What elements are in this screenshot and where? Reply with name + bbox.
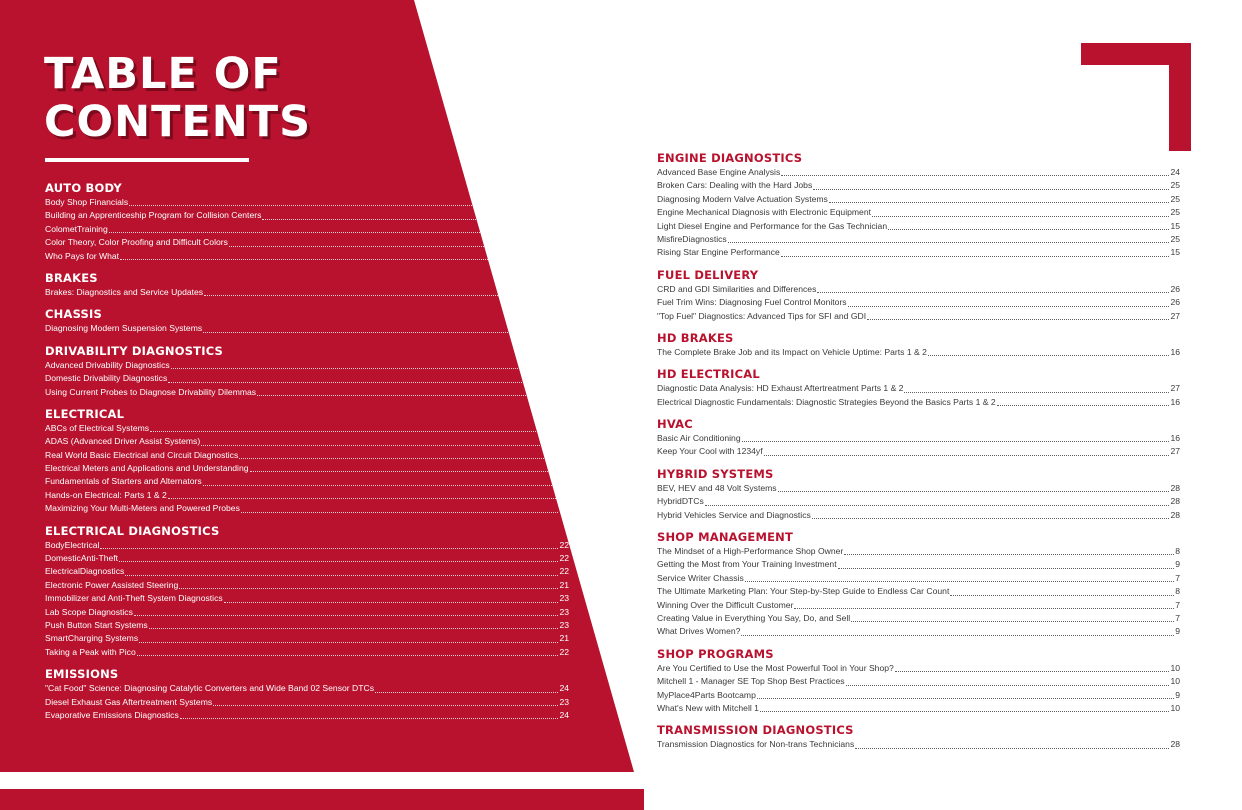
entry-title: "Top Fuel" Diagnostics: Advanced Tips for SFI and GDI: [657, 310, 867, 321]
entry-title: CRD and GDI Similarities and Differences: [657, 283, 817, 294]
entry-title: Evaporative Emissions Diagnostics: [45, 709, 179, 720]
section-heading: HD BRAKES: [657, 330, 734, 345]
entry-page-number: 25: [1170, 193, 1180, 204]
entry-page-number: 22: [559, 553, 569, 564]
dot-leader: [760, 711, 1170, 712]
dot-leader: [888, 229, 1169, 230]
entry-page-number: 26: [1170, 297, 1180, 308]
title-line-1: TABLE OF: [44, 49, 282, 99]
toc-section: [45, 667, 569, 722]
entry-page-number: 28: [1170, 509, 1180, 520]
entry-page-number: 10: [1170, 662, 1180, 673]
toc-entry: [657, 220, 1180, 233]
entry-title: ABCs of Electrical Systems: [45, 422, 150, 433]
entry-page-number: 26: [1170, 283, 1180, 294]
entry-title: Color Theory, Color Proofing and Difficult Colors: [45, 237, 228, 248]
toc-entry: [45, 386, 569, 399]
entry-page-number: 13: [559, 286, 569, 297]
entry-title: DomesticAnti-Theft: [45, 553, 119, 564]
dot-leader: [745, 581, 1174, 582]
toc-entry: [45, 552, 569, 565]
toc-entry: [657, 675, 1180, 688]
toc-entry: [657, 689, 1180, 702]
toc-entry: [657, 482, 1180, 495]
dot-leader: [895, 671, 1170, 672]
toc-section: [657, 367, 1180, 409]
right-column: [657, 151, 1180, 760]
entry-page-number: 10: [1170, 702, 1180, 713]
toc-section: [45, 181, 569, 263]
entry-title: SmartCharging Systems: [45, 633, 139, 644]
title-underline: [45, 158, 249, 162]
dot-leader: [179, 588, 558, 589]
entry-page-number: 8: [1175, 546, 1180, 557]
toc-entry: [45, 565, 569, 578]
entry-title: Diagnosing Modern Suspension Systems: [45, 323, 203, 334]
toc-entry: [657, 166, 1180, 179]
entry-page-number: 7: [1175, 599, 1180, 610]
entry-title: Fuel Trim Wins: Diagnosing Fuel Control Monitors: [657, 297, 847, 308]
entry-page-number: 7: [1175, 572, 1180, 583]
entry-page-number: 16: [1170, 433, 1180, 444]
toc-section: [657, 530, 1180, 639]
toc-section: [657, 467, 1180, 522]
toc-entry: [45, 359, 569, 372]
toc-entry: [45, 696, 569, 709]
entry-page-number: 25: [1170, 207, 1180, 218]
dot-leader: [250, 471, 559, 472]
entry-title: Immobilizer and Anti-Theft System Diagnostics: [45, 593, 223, 604]
dot-leader: [239, 458, 558, 459]
entry-page-number: 24: [559, 683, 569, 694]
dot-leader: [149, 628, 559, 629]
corner-bracket-decoration: [1081, 43, 1191, 151]
dot-leader: [168, 498, 559, 499]
dot-leader: [224, 602, 559, 603]
dot-leader: [150, 431, 558, 432]
entry-title: Advanced Drivability Diagnostics: [45, 359, 170, 370]
entry-page-number: 24: [559, 709, 569, 720]
toc-entry: [657, 246, 1180, 259]
dot-leader: [120, 259, 558, 260]
dot-leader: [125, 575, 558, 576]
entry-title: BodyElectrical: [45, 539, 100, 550]
toc-entry: [45, 209, 569, 222]
entry-title: Advanced Base Engine Analysis: [657, 166, 781, 177]
entry-page-number: 22: [559, 566, 569, 577]
toc-section: [657, 723, 1180, 751]
entry-title: Maximizing Your Multi-Meters and Powered Probes: [45, 503, 240, 514]
entry-page-number: 14: [559, 422, 569, 433]
toc-entry: [657, 382, 1180, 395]
section-heading: HVAC: [657, 417, 693, 432]
dot-leader: [757, 698, 1174, 699]
entry-page-number: 24: [1170, 166, 1180, 177]
section-heading: ENGINE DIAGNOSTICS: [657, 151, 803, 165]
entry-page-number: 15: [1170, 247, 1180, 258]
entry-page-number: 20: [559, 373, 569, 384]
entry-title: Fundamentals of Starters and Alternators: [45, 476, 202, 487]
dot-leader: [778, 491, 1170, 492]
entry-title: HybridDTCs: [657, 496, 704, 507]
toc-entry: [45, 502, 569, 515]
entry-title: Electrical Diagnostic Fundamentals: Diagnostic Strategies Beyond the Basics Parts 1 & 2: [657, 396, 996, 407]
entry-title: Domestic Drivability Diagnostics: [45, 373, 168, 384]
dot-leader: [137, 655, 559, 656]
dot-leader: [139, 642, 558, 643]
dot-leader: [705, 505, 1170, 506]
entry-title: Body Shop Financials: [45, 196, 129, 207]
toc-entry: [657, 296, 1180, 309]
entry-title: ElectricalDiagnostics: [45, 566, 125, 577]
section-heading: CHASSIS: [45, 307, 102, 322]
entry-title: Service Writer Chassis: [657, 572, 744, 583]
entry-title: Hands-on Electrical: Parts 1 & 2: [45, 489, 167, 500]
section-heading: DRIVABILITY DIAGNOSTICS: [45, 343, 224, 358]
toc-entry: [45, 592, 569, 605]
toc-entry: [45, 682, 569, 695]
dot-leader: [180, 718, 559, 719]
entry-title: Mitchell 1 - Manager SE Top Shop Best Practices: [657, 676, 845, 687]
toc-entry: [45, 489, 569, 502]
dot-leader: [201, 445, 558, 446]
entry-title: Creating Value in Everything You Say, Do, and Sell: [657, 612, 851, 623]
dot-leader: [203, 332, 558, 333]
toc-entry: [657, 283, 1180, 296]
entry-page-number: 28: [1170, 739, 1180, 750]
toc-entry: [657, 179, 1180, 192]
toc-section: [657, 417, 1180, 459]
toc-entry: [657, 572, 1180, 585]
toc-entry: [657, 545, 1180, 558]
dot-leader: [848, 306, 1170, 307]
dot-leader: [781, 175, 1169, 176]
bottom-red-band: [0, 789, 644, 810]
dot-leader: [838, 568, 1175, 569]
toc-entry: [45, 286, 569, 299]
entry-page-number: 28: [1170, 482, 1180, 493]
toc-entry: [657, 233, 1180, 246]
dot-leader: [119, 561, 558, 562]
entry-title: BEV, HEV and 48 Volt Systems: [657, 482, 777, 493]
toc-entry: [45, 435, 569, 448]
entry-title: Electrical Meters and Applications and Understanding: [45, 463, 249, 474]
entry-page-number: 15: [1170, 220, 1180, 231]
dot-leader: [100, 548, 558, 549]
entry-page-number: 19: [559, 237, 569, 248]
page-title: [44, 50, 311, 146]
dot-leader: [203, 485, 559, 486]
toc-entry: [657, 310, 1180, 323]
entry-title: Engine Mechanical Diagnosis with Electronic Equipment: [657, 207, 872, 218]
entry-title: Are You Certified to Use the Most Powerful Tool in Your Shop?: [657, 662, 894, 673]
entry-page-number: 16: [1170, 396, 1180, 407]
entry-page-number: 9: [1175, 559, 1180, 570]
entry-title: Diesel Exhaust Gas Aftertreatment Systems: [45, 696, 213, 707]
entry-page-number: 8: [1175, 586, 1180, 597]
toc-entry: [657, 662, 1180, 675]
dot-leader: [872, 216, 1169, 217]
entry-title: Winning Over the Difficult Customer: [657, 599, 794, 610]
toc-entry: [45, 422, 569, 435]
toc-entry: [45, 462, 569, 475]
entry-page-number: 27: [1170, 446, 1180, 457]
dot-leader: [168, 382, 558, 383]
entry-page-number: 19: [559, 196, 569, 207]
entry-page-number: 9: [1175, 689, 1180, 700]
entry-title: "Cat Food" Science: Diagnosing Catalytic Converters and Wide Band 02 Sensor DTCs: [45, 683, 375, 694]
entry-title: Lab Scope Diagnostics: [45, 606, 133, 617]
dot-leader: [741, 635, 1174, 636]
dot-leader: [950, 595, 1174, 596]
entry-page-number: 13: [559, 503, 569, 514]
toc-section: [657, 268, 1180, 323]
section-heading: FUEL DELIVERY: [657, 267, 759, 282]
entry-title: The Complete Brake Job and its Impact on Vehicle Uptime: Parts 1 & 2: [657, 346, 927, 357]
entry-title: MyPlace4Parts Bootcamp: [657, 689, 756, 700]
toc-section: [657, 647, 1180, 716]
entry-title: Light Diesel Engine and Performance for the Gas Technician: [657, 220, 888, 231]
entry-title: The Ultimate Marketing Plan: Your Step-by-Step Guide to Endless Car Count: [657, 586, 950, 597]
toc-entry: [657, 612, 1180, 625]
dot-leader: [109, 232, 559, 233]
dot-leader: [817, 292, 1169, 293]
entry-page-number: 30: [559, 359, 569, 370]
toc-entry: [45, 646, 569, 659]
dot-leader: [997, 405, 1170, 406]
toc-section: [657, 151, 1180, 260]
toc-entry: [45, 196, 569, 209]
section-heading: SHOP PROGRAMS: [657, 646, 774, 661]
entry-page-number: 20: [559, 323, 569, 334]
section-heading: BRAKES: [45, 270, 98, 285]
dot-leader: [867, 319, 1169, 320]
dot-leader: [229, 246, 559, 247]
toc-entry: [657, 445, 1180, 458]
dot-leader: [257, 395, 558, 396]
section-heading: TRANSMISSION DIAGNOSTICS: [657, 723, 854, 738]
dot-leader: [204, 295, 558, 296]
left-column: [45, 181, 569, 730]
entry-page-number: 25: [1170, 180, 1180, 191]
entry-page-number: 9: [1175, 626, 1180, 637]
section-heading: SHOP MANAGEMENT: [657, 530, 794, 545]
dot-leader: [851, 621, 1174, 622]
toc-entry: [657, 558, 1180, 571]
dot-leader: [262, 219, 558, 220]
entry-title: Who Pays for What: [45, 250, 120, 261]
entry-title: Building an Apprenticeship Program for Collision Centers: [45, 210, 262, 221]
dot-leader: [794, 608, 1174, 609]
entry-page-number: 13: [559, 476, 569, 487]
entry-page-number: 28: [1170, 496, 1180, 507]
dot-leader: [844, 554, 1174, 555]
entry-title: Diagnosing Modern Valve Actuation Systems: [657, 193, 828, 204]
toc-entry: [657, 432, 1180, 445]
toc-entry: [45, 322, 569, 335]
entry-page-number: 14: [559, 489, 569, 500]
entry-page-number: 25: [1170, 233, 1180, 244]
dot-leader: [904, 392, 1169, 393]
entry-title: What's New with Mitchell 1: [657, 702, 759, 713]
dot-leader: [812, 518, 1170, 519]
toc-entry: [657, 495, 1180, 508]
section-heading: AUTO BODY: [45, 181, 122, 195]
dot-leader: [829, 202, 1170, 203]
dot-leader: [375, 692, 558, 693]
entry-page-number: 27: [1170, 310, 1180, 321]
dot-leader: [781, 256, 1170, 257]
entry-title: Diagnostic Data Analysis: HD Exhaust Aftertreatment Parts 1 & 2: [657, 383, 904, 394]
toc-entry: [45, 250, 569, 263]
entry-title: Real World Basic Electrical and Circuit Diagnostics: [45, 449, 239, 460]
toc-entry: [45, 236, 569, 249]
title-line-2: CONTENTS: [44, 97, 312, 147]
dot-leader: [764, 455, 1170, 456]
toc-entry: [45, 619, 569, 632]
entry-title: ADAS (Advanced Driver Assist Systems): [45, 436, 201, 447]
dot-leader: [928, 355, 1170, 356]
toc-entry: [657, 625, 1180, 638]
entry-page-number: 13: [559, 449, 569, 460]
entry-title: Hybrid Vehicles Service and Diagnostics: [657, 509, 811, 520]
toc-entry: [657, 396, 1180, 409]
toc-section: [45, 407, 569, 516]
toc-section: [657, 331, 1180, 359]
toc-entry: [45, 449, 569, 462]
toc-section: [45, 271, 569, 299]
section-heading: EMISSIONS: [45, 667, 119, 682]
entry-page-number: 22: [559, 539, 569, 550]
toc-entry: [45, 475, 569, 488]
entry-title: ColometTraining: [45, 223, 108, 234]
section-heading: HD ELECTRICAL: [657, 367, 760, 382]
entry-page-number: 19: [559, 250, 569, 261]
toc-entry: [657, 702, 1180, 715]
entry-page-number: 23: [559, 593, 569, 604]
entry-page-number: 23: [559, 606, 569, 617]
entry-title: Brakes: Diagnostics and Service Updates: [45, 286, 204, 297]
toc-entry: [657, 599, 1180, 612]
dot-leader: [855, 748, 1169, 749]
entry-title: Taking a Peak with Pico: [45, 646, 136, 657]
entry-page-number: 7: [1175, 612, 1180, 623]
dot-leader: [742, 441, 1170, 442]
entry-title: Basic Air Conditioning: [657, 433, 741, 444]
section-heading: HYBRID SYSTEMS: [657, 466, 774, 481]
entry-title: Electronic Power Assisted Steering: [45, 579, 179, 590]
toc-section: [45, 344, 569, 399]
toc-entry: [45, 223, 569, 236]
entry-title: Getting the Most from Your Training Investment: [657, 559, 837, 570]
toc-entry: [45, 372, 569, 385]
dot-leader: [129, 205, 558, 206]
toc-entry: [657, 193, 1180, 206]
entry-page-number: 21: [559, 579, 569, 590]
toc-entry: [657, 206, 1180, 219]
entry-page-number: 21: [559, 633, 569, 644]
dot-leader: [171, 368, 559, 369]
toc-section: [45, 524, 569, 660]
toc-entry: [657, 738, 1180, 751]
entry-page-number: 27: [1170, 383, 1180, 394]
toc-entry: [45, 539, 569, 552]
toc-section: [45, 307, 569, 335]
toc-entry: [657, 509, 1180, 522]
dot-leader: [728, 242, 1170, 243]
entry-page-number: 22: [559, 646, 569, 657]
entry-title: Broken Cars: Dealing with the Hard Jobs: [657, 180, 813, 191]
entry-title: Using Current Probes to Diagnose Drivability Dilemmas: [45, 386, 257, 397]
entry-page-number: 10: [1170, 676, 1180, 687]
entry-title: Keep Your Cool with 1234yf: [657, 446, 763, 457]
entry-title: The Mindset of a High-Performance Shop Owner: [657, 546, 844, 557]
toc-entry: [45, 579, 569, 592]
dot-leader: [134, 615, 559, 616]
entry-page-number: 23: [559, 619, 569, 630]
section-heading: ELECTRICAL DIAGNOSTICS: [45, 523, 220, 538]
entry-page-number: 21: [559, 436, 569, 447]
dot-leader: [813, 189, 1169, 190]
entry-title: Push Button Start Systems: [45, 619, 148, 630]
dot-leader: [241, 512, 559, 513]
entry-title: Transmission Diagnostics for Non-trans Technicians: [657, 739, 855, 750]
entry-page-number: 23: [559, 696, 569, 707]
section-heading: ELECTRICAL: [45, 406, 125, 421]
entry-title: Rising Star Engine Performance: [657, 247, 780, 258]
entry-title: What Drives Women?: [657, 626, 741, 637]
entry-page-number: 14: [559, 463, 569, 474]
entry-page-number: 20: [559, 210, 569, 221]
toc-entry: [45, 606, 569, 619]
entry-page-number: 19: [559, 223, 569, 234]
toc-entry: [657, 346, 1180, 359]
toc-entry: [657, 585, 1180, 598]
dot-leader: [846, 685, 1170, 686]
entry-page-number: 16: [1170, 346, 1180, 357]
dot-leader: [213, 705, 558, 706]
toc-entry: [45, 632, 569, 645]
entry-title: MisfireDiagnostics: [657, 233, 727, 244]
entry-page-number: 20: [559, 386, 569, 397]
toc-entry: [45, 709, 569, 722]
